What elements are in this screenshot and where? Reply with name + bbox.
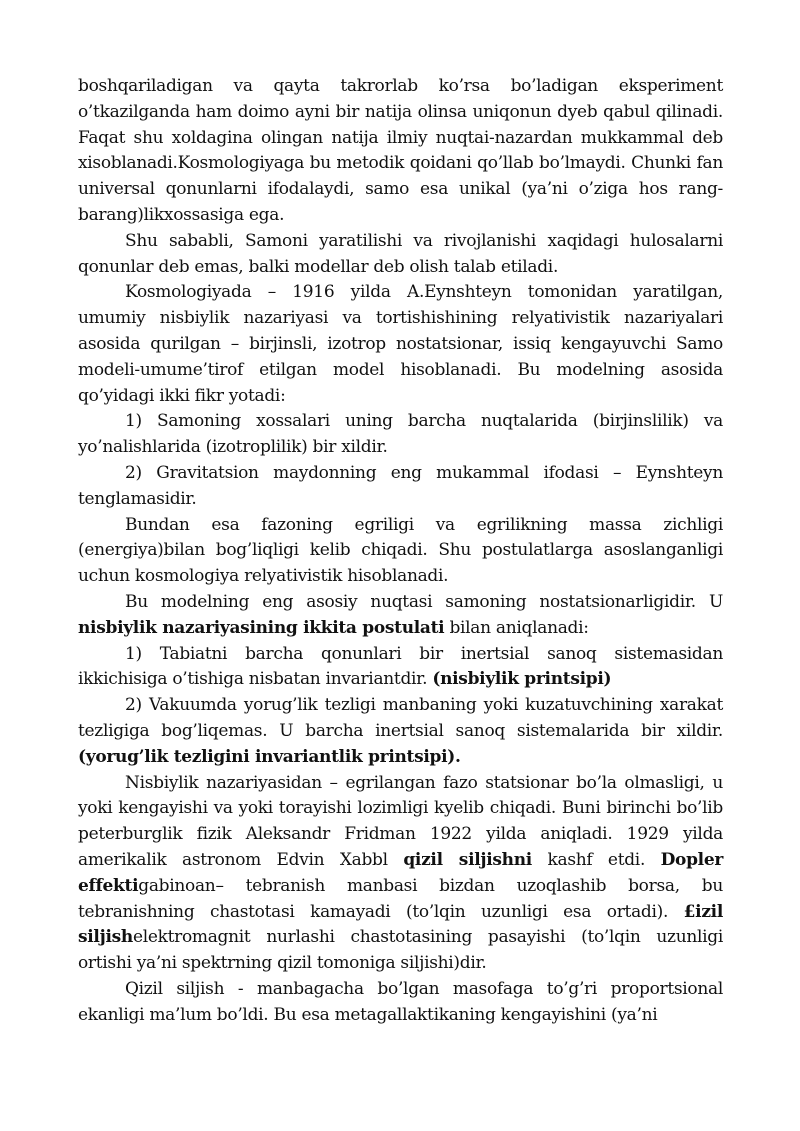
paragraph xyxy=(78,409,723,461)
document-page xyxy=(78,74,723,1028)
text-run: Bundan esa fazoning egriligi va egrilikning massa zichligi (energiya)bilan bog’liqligi kelib chiqadi. Shu postulatlarga asoslanganligi uchun kosmologiya relyativistik hisoblanadi. xyxy=(78,514,723,587)
bold-text: Dopler effekti xyxy=(78,849,723,896)
text-run: Bu modelning eng asosiy nuqtasi samoning nostatsionarligidir. U xyxy=(125,591,723,612)
text-run: boshqariladigan va qayta takrorlab ko’rsa bo’ladigan eksperiment o’tkazilganda ham doimo ayni bir natija olinsa uniqonun dyeb qabul qilinadi. Faqat shu xoldagina olingan natija ilmiy nuqtai-nazardan mukkammal deb xisoblanadi.Kosmologiyaga bu metodik qoidani qo’llab bo’lmaydi. Chunki fan universal qonunlarni ifodalaydi, samo esa unikal (ya’ni o’ziga hos rang-barang)likxossasiga ega. xyxy=(78,76,723,225)
paragraph xyxy=(78,977,723,1029)
text-run: 1) Samoning xossalari uning barcha nuqtalarida (birjinslilik) va yo’nalishlarida (izotroplilik) bir xildir. xyxy=(78,411,723,458)
paragraph xyxy=(78,590,723,642)
bold-text: (nisbiylik printsipi) xyxy=(432,669,612,690)
paragraph xyxy=(78,642,723,694)
bold-text: £izil siljish xyxy=(78,901,723,948)
paragraph xyxy=(78,513,723,590)
text-run: Kosmologiyada – 1916 yilda A.Eynshteyn tomonidan yaratilgan, umumiy nisbiylik nazariyasi va tortishishining relyativistik nazariyalari asosida qurilgan – birjinsli, izotrop nostatsionar, issiq kengayuvchi Samo modeli-umume’tirof etilgan model hisoblanadi. Bu modelning asosida qo’yidagi ikki fikr yotadi: xyxy=(78,282,723,406)
text-run: Qizil siljish - manbagacha bo’lgan masofaga to’g’ri proportsional ekanligi ma’lum bo’ldi. Bu esa metagallaktikaning kengayishini (ya’ni xyxy=(78,978,723,1025)
text-run: Shu sababli, Samoni yaratilishi va rivojlanishi xaqidagi hulosalarni qonunlar deb emas, balki modellar deb olish talab etiladi. xyxy=(78,230,723,277)
bold-text: nisbiylik nazariyasining ikkita postulati xyxy=(78,617,445,638)
paragraph xyxy=(78,693,723,770)
paragraph xyxy=(78,74,723,229)
text-run: gabinoan– tebranish manbasi bizdan uzoqlashib borsa, bu tebranishning chastotasi kamayadi (to’lqin uzunligi esa ortadi). xyxy=(78,875,723,922)
text-run: Nisbiylik nazariyasidan – egrilangan fazo statsionar bo’la olmasligi, u yoki kengayishi va yoki torayishi lozimligi kyelib chiqadi. Buni birinchi bo’lib peterburglik fizik Aleksandr Fridman 1922 yilda aniqladi. 1929 yilda amerikalik astronom Edvin Xabbl xyxy=(78,772,723,870)
bold-text: qizil siljishni xyxy=(403,849,532,870)
text-run: elektromagnit nurlashi chastotasining pasayishi (to’lqin uzunligi ortishi ya’ni spektrning qizil tomoniga siljishi)dir. xyxy=(78,927,723,974)
paragraph xyxy=(78,461,723,513)
paragraph xyxy=(78,771,723,977)
paragraph xyxy=(78,229,723,281)
text-run: kashf etdi. xyxy=(531,849,661,870)
paragraph xyxy=(78,280,723,409)
text-run: 2) Gravitatsion maydonning eng mukammal ifodasi – Eynshteyn tenglamasidir. xyxy=(78,462,723,509)
text-run: 2) Vakuumda yorug’lik tezligi manbaning yoki kuzatuvchining xarakat tezligiga bog’liqemas. U barcha inertsial sanoq sistemalarida bir xildir. xyxy=(78,695,723,741)
text-run: bilan aniqlanadi: xyxy=(444,617,589,638)
bold-text: (yorug’lik tezligini invariantlik printsipi). xyxy=(78,746,461,767)
text-run: 1) Tabiatni barcha qonunlari bir inertsial sanoq sistemasidan ikkichisiga o’tishiga nisbatan invariantdir. xyxy=(78,643,723,690)
